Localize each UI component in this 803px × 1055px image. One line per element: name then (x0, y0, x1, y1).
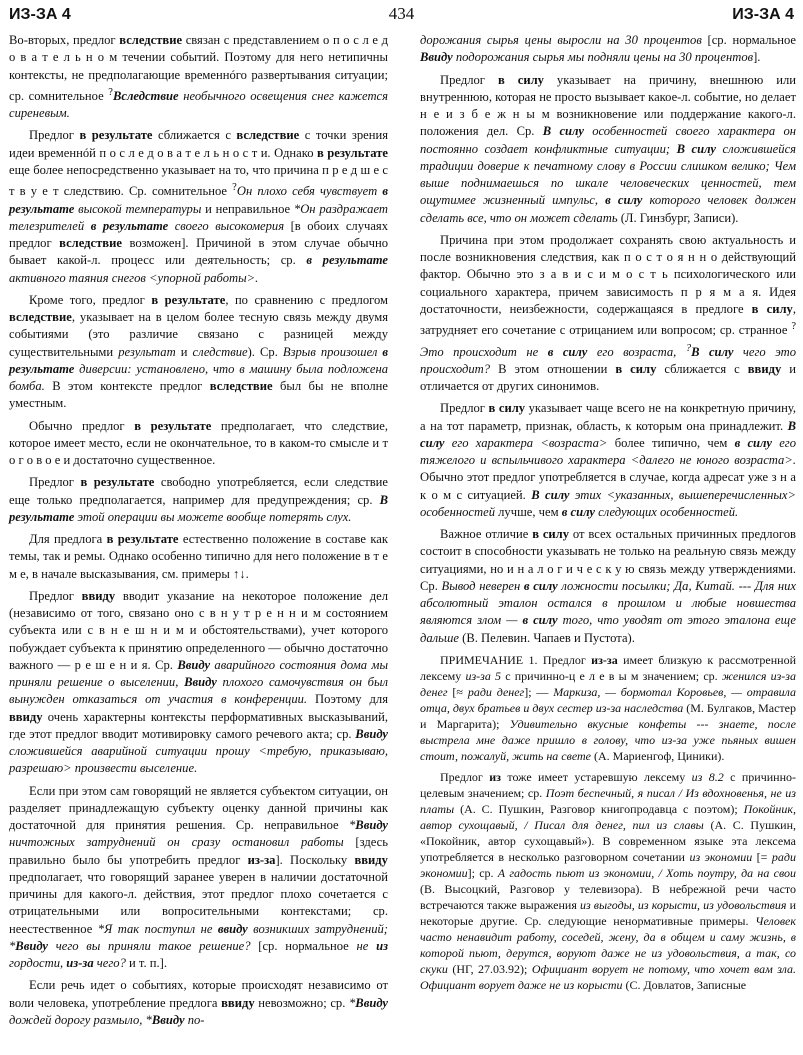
right-column (420, 32, 796, 998)
paragraph: Если речь идет о событиях, которые происходят независимо от воли человека, употребление предлога ввиду невозможно; ср. *Ввиду дождей дорогу размыло, *Ввиду по- (9, 978, 388, 1027)
paragraph: Предлог в силу указывает чаще всего не на конкретную причину, а на тот параметр, признак, область, к которым она принадлежит. В силу его характера <возраста> более типично, чем в силу его тяжелого и вспыльчивого характера <далего не юного возраста>. Обычно этот предлог употребляется в случае, когда адресат уже з н а к о м с ситуацией. В силу этих <указанных, вышеперечисленных> особенностей лучше, чем в силу следующих особенностей. (420, 401, 797, 519)
paragraph: Если при этом сам говорящий не является субъектом ситуации, он разделяет принадлежащую субъекту оценку данной причины как достаточной для принятия решения. Ср. неправильное *Ввиду ничтожных затруднений он сразу остановил работы [здесь правильно было бы употребить предлог из-за]. Поскольку ввиду предполагает, что говорящий заранее уверен в наличии достаточной причины для какого-л. действия, этот предлог плохо сочетается с отрицательными или вопросительными контекстами; ср. неестественное *Я так поступил не ввиду возникших затруднений; *Ввиду чего вы приняли такое решение? [ср. нормальное не из гордости, из-за чего? и т. п.]. (9, 783, 388, 971)
paragraph: Обычно предлог в результате предполагает, что следствие, которое имеет место, если не окончательное, то в каком-то смысле и т о г о в о е и достаточно существенное. (9, 418, 389, 468)
note-paragraph: Предлог из тоже имеет устаревшую лексему из 8.2 с причинно-целевым значением; ср. Поэт беспечный, я писал / Из вдохновенья, не из платы (А. С. Пушкин, Разговор книгопродавца с поэтом); Покойник, автор сухощавый, / Писал для денег, пил из славы (А. С. Пушкин, «Покойник, автор сухощавый»). В современном языке эта лексема употребляется в несколько разговорном сочетании из экономии [= ради экономии]; ср. А гадость пьют из экономии, / Хоть поутру, да на свои (В. Высоцкий, Разговор у телевизора). В небрежной речи часто встречаются также выражения из выгоды, из корысти, из удовольствия и некоторые другие. Ср. следующие ненормативные примеры. Человек часто ненавидит работу, соседей, жену, да в общем и саму жизнь, в которой пьют, дерутся, воруют даже не из удовольствия, а так, со скуки (НГ, 27.03.92); Официант ворует не потому, что хочет вам зла. Официант ворует даже не из корысти (С. Довлатов, Записные (420, 769, 796, 992)
paragraph: Во-вторых, предлог вследствие связан с представлением о п о с л е д о в а т е л ь н о м течении событий. Поэтому для него нетипичны контексты, не предполагающие временнóго развертывания ситуации; ср. сомнительное ?Вследствие необычного освещения снег кажется сиреневым. (9, 33, 388, 121)
running-head-right: ИЗ-ЗА 4 (732, 6, 794, 23)
paragraph: Кроме того, предлог в результате, по сравнению с предлогом вследствие, указывает на в целом более тесную связь между двумя событиями (это различие связано с разницей между существительными результат и следствие). Ср. Взрыв произошел в результате диверсии: установлено, что в машину была подложена бомба. В этом контексте предлог вследствие был бы не вполне уместным. (9, 292, 389, 411)
page-header (0, 2, 803, 28)
paragraph: Предлог в силу указывает на причину, внешнюю или внутреннюю, которая не просто вызывает какое-л. событие, но делает н е и з б е ж н ы м возникновение или поддержание какого-л. положения дел. Ср. В силу особенностей своего характера он постоянно создает конфликтные ситуации; В силу сложившейся традиции доверие к печатному слову в России слишком велико; Чем выше поднимаешься по шкале человеческих ценностей, тем ощутимее жизненный импульс, в силу которого человек должен сделать все, что он может сделать (Л. Гинзбург, Записи). (420, 72, 797, 225)
paragraph: Предлог в результате сближается с вследствие с точки зрения идеи временнóй п о с л е д о в а т е л ь н о с т и. Однако в результате еще более непосредственно указывает на то, что причина п р е д ш е с т в у е т следствию. Ср. сомнительное ?Он плохо себя чувствует в результате высокой температуры и неправильное *Он раздражает телезрителей в результате своего высокомерия [в обоих случаях предлог вследствие возможен]. Причиной в этом случае обычно бывает какой-л. процесс или деятельность; ср. в результате активного таяния снегов <упорной работы>. (9, 128, 389, 285)
paragraph: Предлог в результате свободно употребляется, если следствие еще только предполагается, например для предупреждения; ср. В результате этой операции вы можете вообще потерять слух. (9, 475, 389, 524)
running-head-left: ИЗ-ЗА 4 (9, 6, 71, 23)
left-column (9, 32, 388, 1034)
paragraph: Для предлога в результате естественно положение в составе как темы, так и ремы. Однако особенно типично для него положение в т е м е, в начале высказывания, см. примеры ↑↓. (9, 532, 389, 581)
note-paragraph: ПРИМЕЧАНИЕ 1. Предлог из-за имеет близкую к рассмотренной лексему из-за 5 с причинно-ц е л е в ы м значением; ср. женился из-за денег [≈ ради денег]; — Маркиза, — бормотал Коровьев, — отравила отца, двух братьев и двух сестер из-за наследства (М. Булгаков, Мастер и Маргарита); Удивительно вкусные конфеты --- знаете, после выстрела мне даже пришло в голову, что из-за уже пьяных вишен стоит, пожалуй, жить на свете (А. Мариенгоф, Циники). (420, 652, 796, 763)
paragraph: Предлог ввиду вводит указание на некоторое положение дел (независимо от того, связано оно с в н у т р е н н и м состоянием субъекта или с в н е ш н и м и обстоятельствами), учет которого побуждает субъекта к принятию определенного — обычно достаточно важного — р е ш е н и я. Ср. Ввиду аварийного состояния дома мы приняли решение о выселении, Ввиду плохого самочувствия он был вынужден отказаться от участия в конференции. Поэтому для ввиду очень характерны контексты перформативных высказываний, где этот предлог вводит мотивировку самого речевого акта; ср. Ввиду сложившейся аварийной ситуации прошу <требую, приказываю, разрешаю> произвести выселение. (9, 588, 389, 776)
page-number: 434 (388, 4, 415, 23)
paragraph: Важное отличие в силу от всех остальных причинных предлогов состоит в способности указывать не только на реальную связь между ситуациями, но и н а л о г и ч е с к у ю связь между утверждениями. Ср. Вывод неверен в силу ложности посылки; Да, Китай. --- Для них абсолютный эталон остался в прошлом и любые новшества являются злом — в силу того, что уводят от этого эталона еще дальше (В. Пелевин. Чапаев и Пустота). (420, 527, 796, 645)
paragraph: дорожания сырья цены выросли на 30 процентов [ср. нормальное Ввиду подорожания сырья мы подняли цены на 30 процентов]. (420, 33, 796, 65)
paragraph: Причина при этом продолжает сохранять свою актуальность и после возникновения следствия, как п о с т о я н н о действующий фактор. Обычно это з а в и с и м о с т ь психологического или социального характера, причем зависимость п р я м а я. Идея достаточности, неизбежности, содержащаяся в предлоге в силу, затрудняет его сочетание с отрицанием или вопросом; ср. странное ?Это происходит не в силу его возраста, ?В силу чего это происходит? В этом отношении в силу сближается с ввиду и отличается от других синонимов. (420, 232, 796, 394)
